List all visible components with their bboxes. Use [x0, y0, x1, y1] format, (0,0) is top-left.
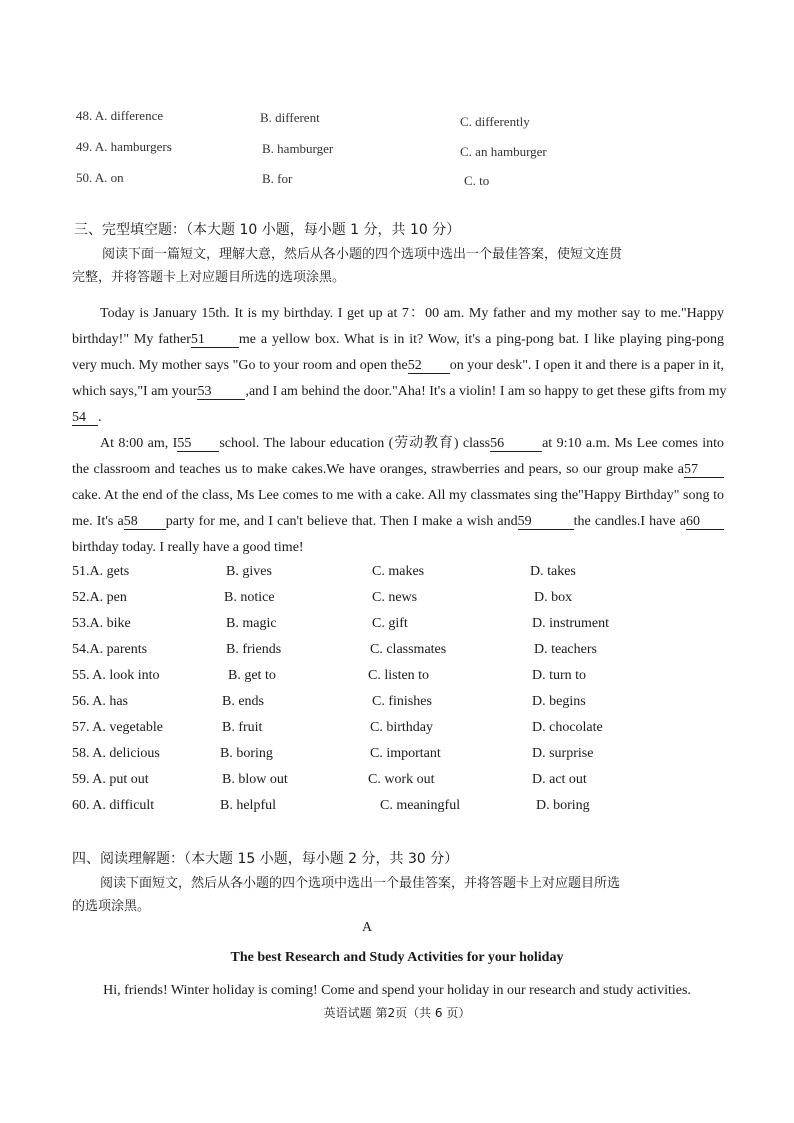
option-c: C. gift — [372, 616, 408, 631]
option-b: B. boring — [220, 746, 273, 761]
cloze-line — [72, 405, 724, 431]
cloze-text: on your desk". I open it and there is a paper in it, — [449, 358, 725, 373]
option-a: 60. A. difficult — [72, 798, 155, 813]
cloze-line — [72, 457, 724, 483]
option-row — [72, 616, 712, 636]
cloze-line — [72, 535, 724, 561]
option-row — [72, 720, 712, 740]
cloze-text: which says,"I am your — [72, 384, 198, 399]
option-50-c: C. to — [464, 173, 490, 188]
option-a: 52.A. pen — [72, 590, 127, 605]
option-a: 55. A. look into — [72, 668, 160, 683]
cloze-text: the candles.I have a — [573, 514, 686, 529]
cloze-line — [72, 431, 724, 457]
cloze-text: cake. At the end of the class, Ms Lee comes to me with a cake. All my classmates sing the"Happy Birthday" song to — [72, 488, 724, 503]
option-b: B. notice — [224, 590, 275, 605]
blank-59: 59 — [518, 515, 574, 530]
cloze-text: very much. My mother says "Go to your room and open the — [72, 358, 408, 373]
option-48-b: B. different — [260, 110, 320, 125]
option-c: C. work out — [368, 772, 435, 787]
option-50-b: B. for — [262, 171, 293, 186]
option-row — [72, 772, 712, 792]
option-row — [72, 564, 712, 584]
cloze-line — [72, 483, 724, 509]
section3-instruction-line1: 阅读下面一篇短文，理解大意，然后从各小题的四个选项中选出一个最佳答案，使短文连贯 — [102, 247, 623, 262]
blank-56: 56 — [490, 437, 542, 452]
option-d: D. takes — [530, 564, 576, 579]
option-d: D. teachers — [534, 642, 597, 657]
option-a: 51.A. gets — [72, 564, 130, 579]
option-b: B. magic — [226, 616, 277, 631]
option-d: D. box — [534, 590, 573, 605]
blank-55: 55 — [177, 437, 219, 452]
option-b: B. fruit — [222, 720, 263, 735]
blank-53: 53 — [197, 385, 245, 400]
option-c: C. finishes — [372, 694, 432, 709]
option-b: B. friends — [226, 642, 282, 657]
option-c: C. news — [372, 590, 418, 605]
option-row — [72, 668, 712, 688]
option-a: 53.A. bike — [72, 616, 131, 631]
cloze-line — [72, 509, 724, 535]
option-row — [72, 798, 712, 818]
blank-58: 58 — [124, 515, 166, 530]
cloze-text: school. The labour education (劳动教育) class — [219, 436, 491, 451]
option-a: 57. A. vegetable — [72, 720, 163, 735]
option-49-c: C. an hamburger — [460, 144, 547, 159]
option-48-c: C. differently — [460, 114, 530, 129]
option-c: C. classmates — [370, 642, 447, 657]
cloze-text: Today is January 15th. It is my birthday. I get up at 7：00 am. My father and my mother say to me."Happy — [100, 306, 724, 321]
option-row — [72, 746, 712, 766]
blank-51: 51 — [191, 333, 239, 348]
option-a: 58. A. delicious — [72, 746, 160, 761]
option-49-b: B. hamburger — [262, 141, 334, 156]
option-a: 59. A. put out — [72, 772, 149, 787]
option-a: 54.A. parents — [72, 642, 148, 657]
option-d: D. surprise — [532, 746, 594, 761]
blank-57: 57 — [684, 463, 724, 478]
passage-letter: A — [362, 920, 373, 935]
option-row — [72, 642, 712, 662]
option-d: D. boring — [536, 798, 590, 813]
option-b: B. ends — [222, 694, 264, 709]
option-c: C. birthday — [370, 720, 433, 735]
cloze-text: . — [98, 410, 102, 425]
cloze-line — [72, 327, 724, 353]
cloze-text: birthday!" My father — [72, 332, 191, 347]
cloze-passage — [72, 301, 727, 561]
option-c: C. important — [370, 746, 441, 761]
cloze-text: the classroom and teaches us to make cakes.We have oranges, strawberries and pears, so our group make a — [72, 462, 684, 477]
passage-title: The best Research and Study Activities for your holiday — [230, 950, 564, 965]
option-b: B. blow out — [222, 772, 288, 787]
option-d: D. act out — [532, 772, 587, 787]
option-row — [72, 590, 712, 610]
option-48-a: 48. A. difference — [76, 108, 164, 123]
blank-54: 54 — [72, 411, 98, 426]
cloze-text: At 8:00 am, I — [100, 436, 178, 451]
section4-instruction-line2: 的选项涂黑。 — [72, 899, 151, 914]
blank-60: 60 — [686, 515, 724, 530]
option-a: 56. A. has — [72, 694, 128, 709]
option-c: C. meaningful — [380, 798, 461, 813]
cloze-text: me. It's a — [72, 514, 124, 529]
passage-intro: Hi, friends! Winter holiday is coming! Come and spend your holiday in our research and study activities. — [103, 983, 691, 998]
option-c: C. listen to — [368, 668, 430, 683]
option-b: B. helpful — [220, 798, 276, 813]
cloze-text: ,and I am behind the door."Aha! It's a violin! I am so happy to get these gifts from my — [245, 384, 727, 399]
option-49-a: 49. A. hamburgers — [76, 139, 172, 154]
cloze-text: birthday today. I really have a good time! — [72, 540, 304, 555]
option-c: C. makes — [372, 564, 425, 579]
option-d: D. instrument — [532, 616, 609, 631]
section4-title: 四、阅读理解题：（本大题 15 小题，每小题 2 分，共 30 分） — [72, 851, 459, 867]
cloze-text: at 9:10 a.m. Ms Lee comes into — [542, 436, 724, 451]
section3-instruction-line2: 完整，并将答题卡上对应题目所选的选项涂黑。 — [72, 270, 346, 285]
option-d: D. begins — [532, 694, 586, 709]
cloze-text: me a yellow box. What is in it? Wow, it's a ping-pong bat. I like playing ping-pong — [238, 332, 724, 347]
option-row — [72, 694, 712, 714]
cloze-line — [72, 353, 724, 379]
page-footer: 英语试题 第2页（共 6 页） — [323, 1006, 471, 1020]
cloze-line — [72, 301, 724, 327]
option-b: B. gives — [226, 564, 272, 579]
cloze-line — [72, 379, 727, 405]
section3-title: 三、完型填空题：（本大题 10 小题，每小题 1 分，共 10 分） — [74, 222, 461, 238]
blank-52: 52 — [408, 359, 450, 374]
option-d: D. chocolate — [532, 720, 603, 735]
option-50-a: 50. A. on — [76, 170, 124, 185]
cloze-text: party for me, and I can't believe that. Then I make a wish and — [165, 514, 518, 529]
option-d: D. turn to — [532, 668, 587, 683]
section4-instruction-line1: 阅读下面短文，然后从各小题的四个选项中选出一个最佳答案，并将答题卡上对应题目所选 — [100, 876, 621, 891]
option-b: B. get to — [228, 668, 276, 683]
